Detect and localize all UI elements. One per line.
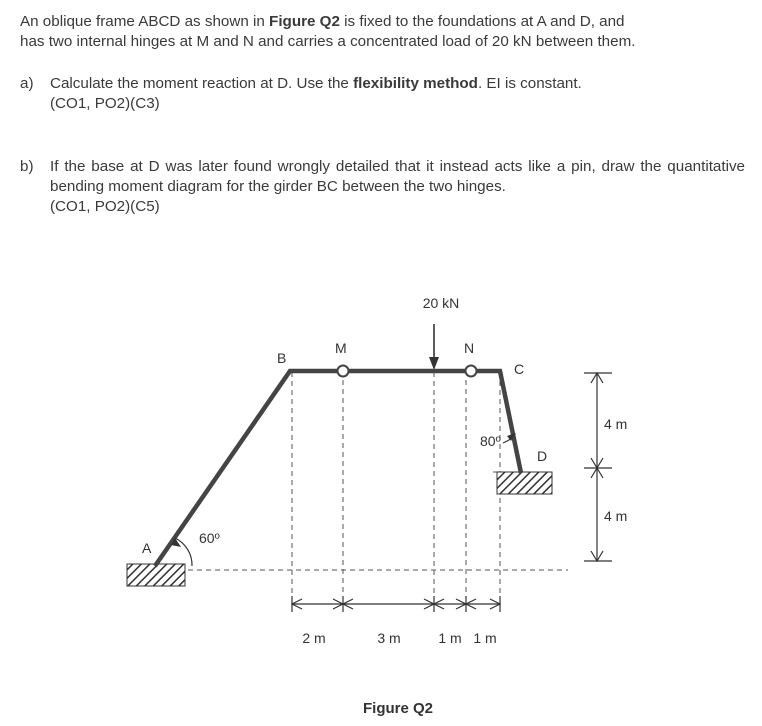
height-label-upper: 4 m bbox=[604, 416, 628, 432]
angle-label-a: 60º bbox=[199, 530, 220, 546]
span-label-3: 1 m bbox=[438, 630, 462, 646]
intro-text-1: An oblique frame ABCD as shown in bbox=[20, 13, 270, 30]
support-d bbox=[497, 472, 552, 494]
height-label-lower: 4 m bbox=[604, 508, 628, 524]
question-a-method: flexibility method bbox=[353, 75, 478, 92]
span-label-4: 1 m bbox=[473, 630, 497, 646]
question-a-codes: (CO1, PO2)(C3) bbox=[50, 95, 160, 112]
question-a-text-2: . EI is constant. bbox=[477, 75, 582, 92]
horizontal-dimension bbox=[292, 596, 500, 612]
load-label: 20 kN bbox=[422, 295, 460, 311]
question-b-codes: (CO1, PO2)(C5) bbox=[50, 198, 160, 215]
node-label-b: B bbox=[277, 350, 287, 366]
vertical-dimension bbox=[584, 373, 612, 561]
node-label-c: C bbox=[514, 361, 525, 377]
hinge-n bbox=[466, 366, 477, 377]
node-label-m: M bbox=[335, 340, 347, 356]
node-label-a: A bbox=[142, 540, 152, 556]
hinge-m bbox=[338, 366, 349, 377]
support-a bbox=[127, 564, 185, 586]
intro-text-2: is fixed to the foundations at A and D, and bbox=[339, 13, 625, 30]
question-b-text: If the base at D was later found wrongly detailed that it instead acts like a pin, draw the quantitative bending moment diagram for the girder BC between the two hinges. bbox=[50, 158, 745, 195]
figure-reference: Figure Q2 bbox=[269, 13, 340, 30]
figure-caption: Figure Q2 bbox=[362, 700, 434, 717]
span-label-2: 3 m bbox=[377, 630, 401, 646]
angle-label-c: 80º bbox=[480, 433, 501, 449]
question-b-label: b) bbox=[20, 158, 34, 175]
load-arrow-head bbox=[429, 357, 439, 370]
node-label-d: D bbox=[537, 448, 548, 464]
question-a-label: a) bbox=[20, 75, 34, 92]
question-a-text-1: Calculate the moment reaction at D. Use the bbox=[50, 75, 354, 92]
span-label-1: 2 m bbox=[302, 630, 326, 646]
node-label-n: N bbox=[464, 340, 475, 356]
intro-text-3: has two internal hinges at M and N and carries a concentrated load of 20 kN between them. bbox=[20, 33, 636, 50]
